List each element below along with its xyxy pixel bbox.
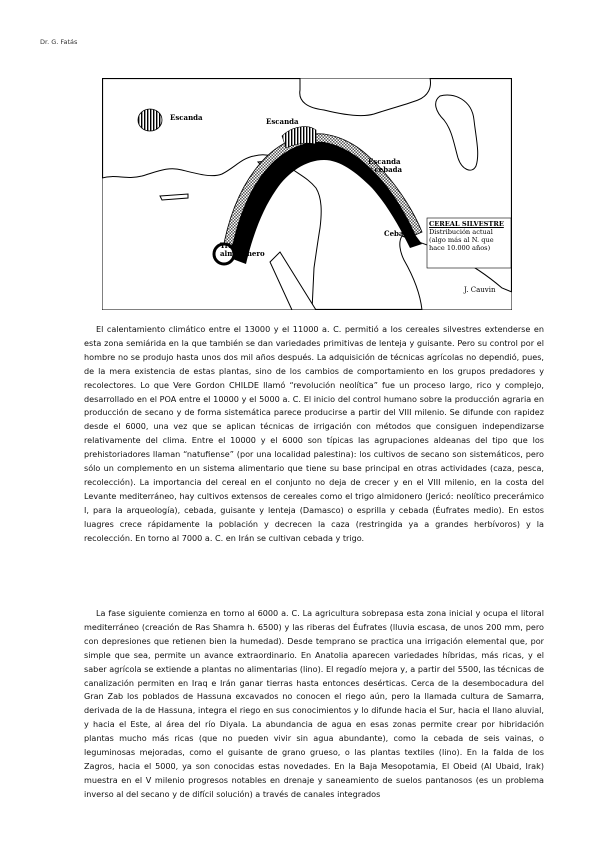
legend-subtitle: Distribución actual (algo más al N. que hace 10.000 años) — [429, 228, 494, 252]
paragraph-2-text: La fase siguiente comienza en torno al 6000 a. C. La agricultura sobrepasa esta zona inicial y ocupa el litoral mediterráneo (creación de Ras Shamra h. 6500) y las riberas del Éufrates (lluvia escasa, de unos 200 mm, pero con depresiones que retienen bien la humedad). Desde temprano se practica una irrigación elemental que, por simple que sea, permite un avance extraordinario. En Anatolia aparecen variedades híbridas, más ricas, y el saber agrícola se extiende a plantas no alimentarias (lino). El regadío mejora y, a partir del 5500, las técnicas de canalización permiten en Iraq e Irán ganar tierras hasta entonces desérticas. Cerca de la desembocadura del Gran Zab los poblados de Hassuna excavados no conocen el riego aún, pero la llamada cultura de Samarra, derivada de la de Hassuna, integra el riego en sus conocimientos y lo difunde hacia el Sur, hacia el llano aluvial, y hacia el Este, al área del río Diyala. La abundancia de agua en esas zonas permite crear por hibridación plantas mucho más ricas (que no pueden vivir sin agua abundante), como la cebada de seis vainas, o leguminosas mejoradas, como el guisante de grano grueso, o las plantas textiles (lino). En la falda de los Zagros, hacia el 5000, ya son conocidas estas novedades. En la Baja Mesopotamia, El Obeid (Al Ubaid, Irak) muestra en el V milenio progresos notables en drenaje y saneamiento de suelos pantanosos (es un problema inverso al del secano y de difícil solución) a través de canales integrados — [84, 608, 544, 799]
paragraph-1-text: El calentamiento climático entre el 13000 y el 11000 a. C. permitió a los cereales silvestres extenderse en esta zona semiárida en la que también se dan variedades primitivas de lenteja y guisante. Pero su control por el hombre no se produjo hasta unos dos mil años después. La adquisición de técnicas agrícolas no dependió, pues, de la mera existencia de estas plantas, sino de los cambios de comportamiento en los grupos predadores y recolectores. Lo que Vere Gordon CHILDE llamó “revolución neolítica” fue un proceso largo, rico y complejo, desarrollado en el POA entre el 10000 y el 5000 a. C. El inicio del control humano sobre la producción agraria en producción de secano y de forma sistemática parece producirse a partir del VIII milenio. Se difunde con rapidez desde el 6000, una vez que se aplican técnicas de irrigación con métodos que consiguen independizarse relativamente del clima. Entre el 10000 y el 6000 son típicas las agrupaciones aldeanas del tipo que los prehistoriadores llaman “natufiense” (por una localidad palestina): los cultivos de secano son sistemáticos, pero sólo un complemento en un sistema alimentario que tiene su base principal en otras actividades (caza, pesca, recolección). La importancia del cereal en el conjunto no deja de crecer y en el VIII milenio, en la costa del Levante mediterráneo, hay cultivos extensos de cereales como el trigo almidonero (Jericó: neolítico precerámico I, para la arqueología), cebada, guisante y lenteja (Damasco) o esprilla y cebada (Éufrates medio). En estos luagres crece rápidamente la población y decrecen la caza (restringida ya a grandes herbívoros) y la recolección. En torno al 7000 a. C. en Irán se cultivan cebada y trigo. — [84, 324, 544, 543]
label-escanda-west: Escanda — [170, 113, 203, 122]
map-legend — [429, 220, 513, 266]
label-cebada: Cebada — [384, 229, 413, 238]
escanda-west-area — [138, 109, 162, 131]
paragraph-1 — [84, 323, 544, 546]
page-header-author: Dr. G. Fatás — [40, 38, 78, 46]
legend-title: CEREAL SILVESTRE — [429, 220, 504, 228]
cereal-distribution-map — [102, 78, 512, 310]
map-drawing — [102, 78, 512, 310]
label-trigo-almidonero: Trigo almidonero — [220, 241, 265, 258]
label-escanda-y-cebada: Escanda y cebada — [368, 157, 403, 174]
map-credit: J. Cauvin — [464, 286, 496, 294]
paragraph-2 — [84, 607, 544, 802]
label-escanda-top: Escanda — [266, 117, 299, 126]
